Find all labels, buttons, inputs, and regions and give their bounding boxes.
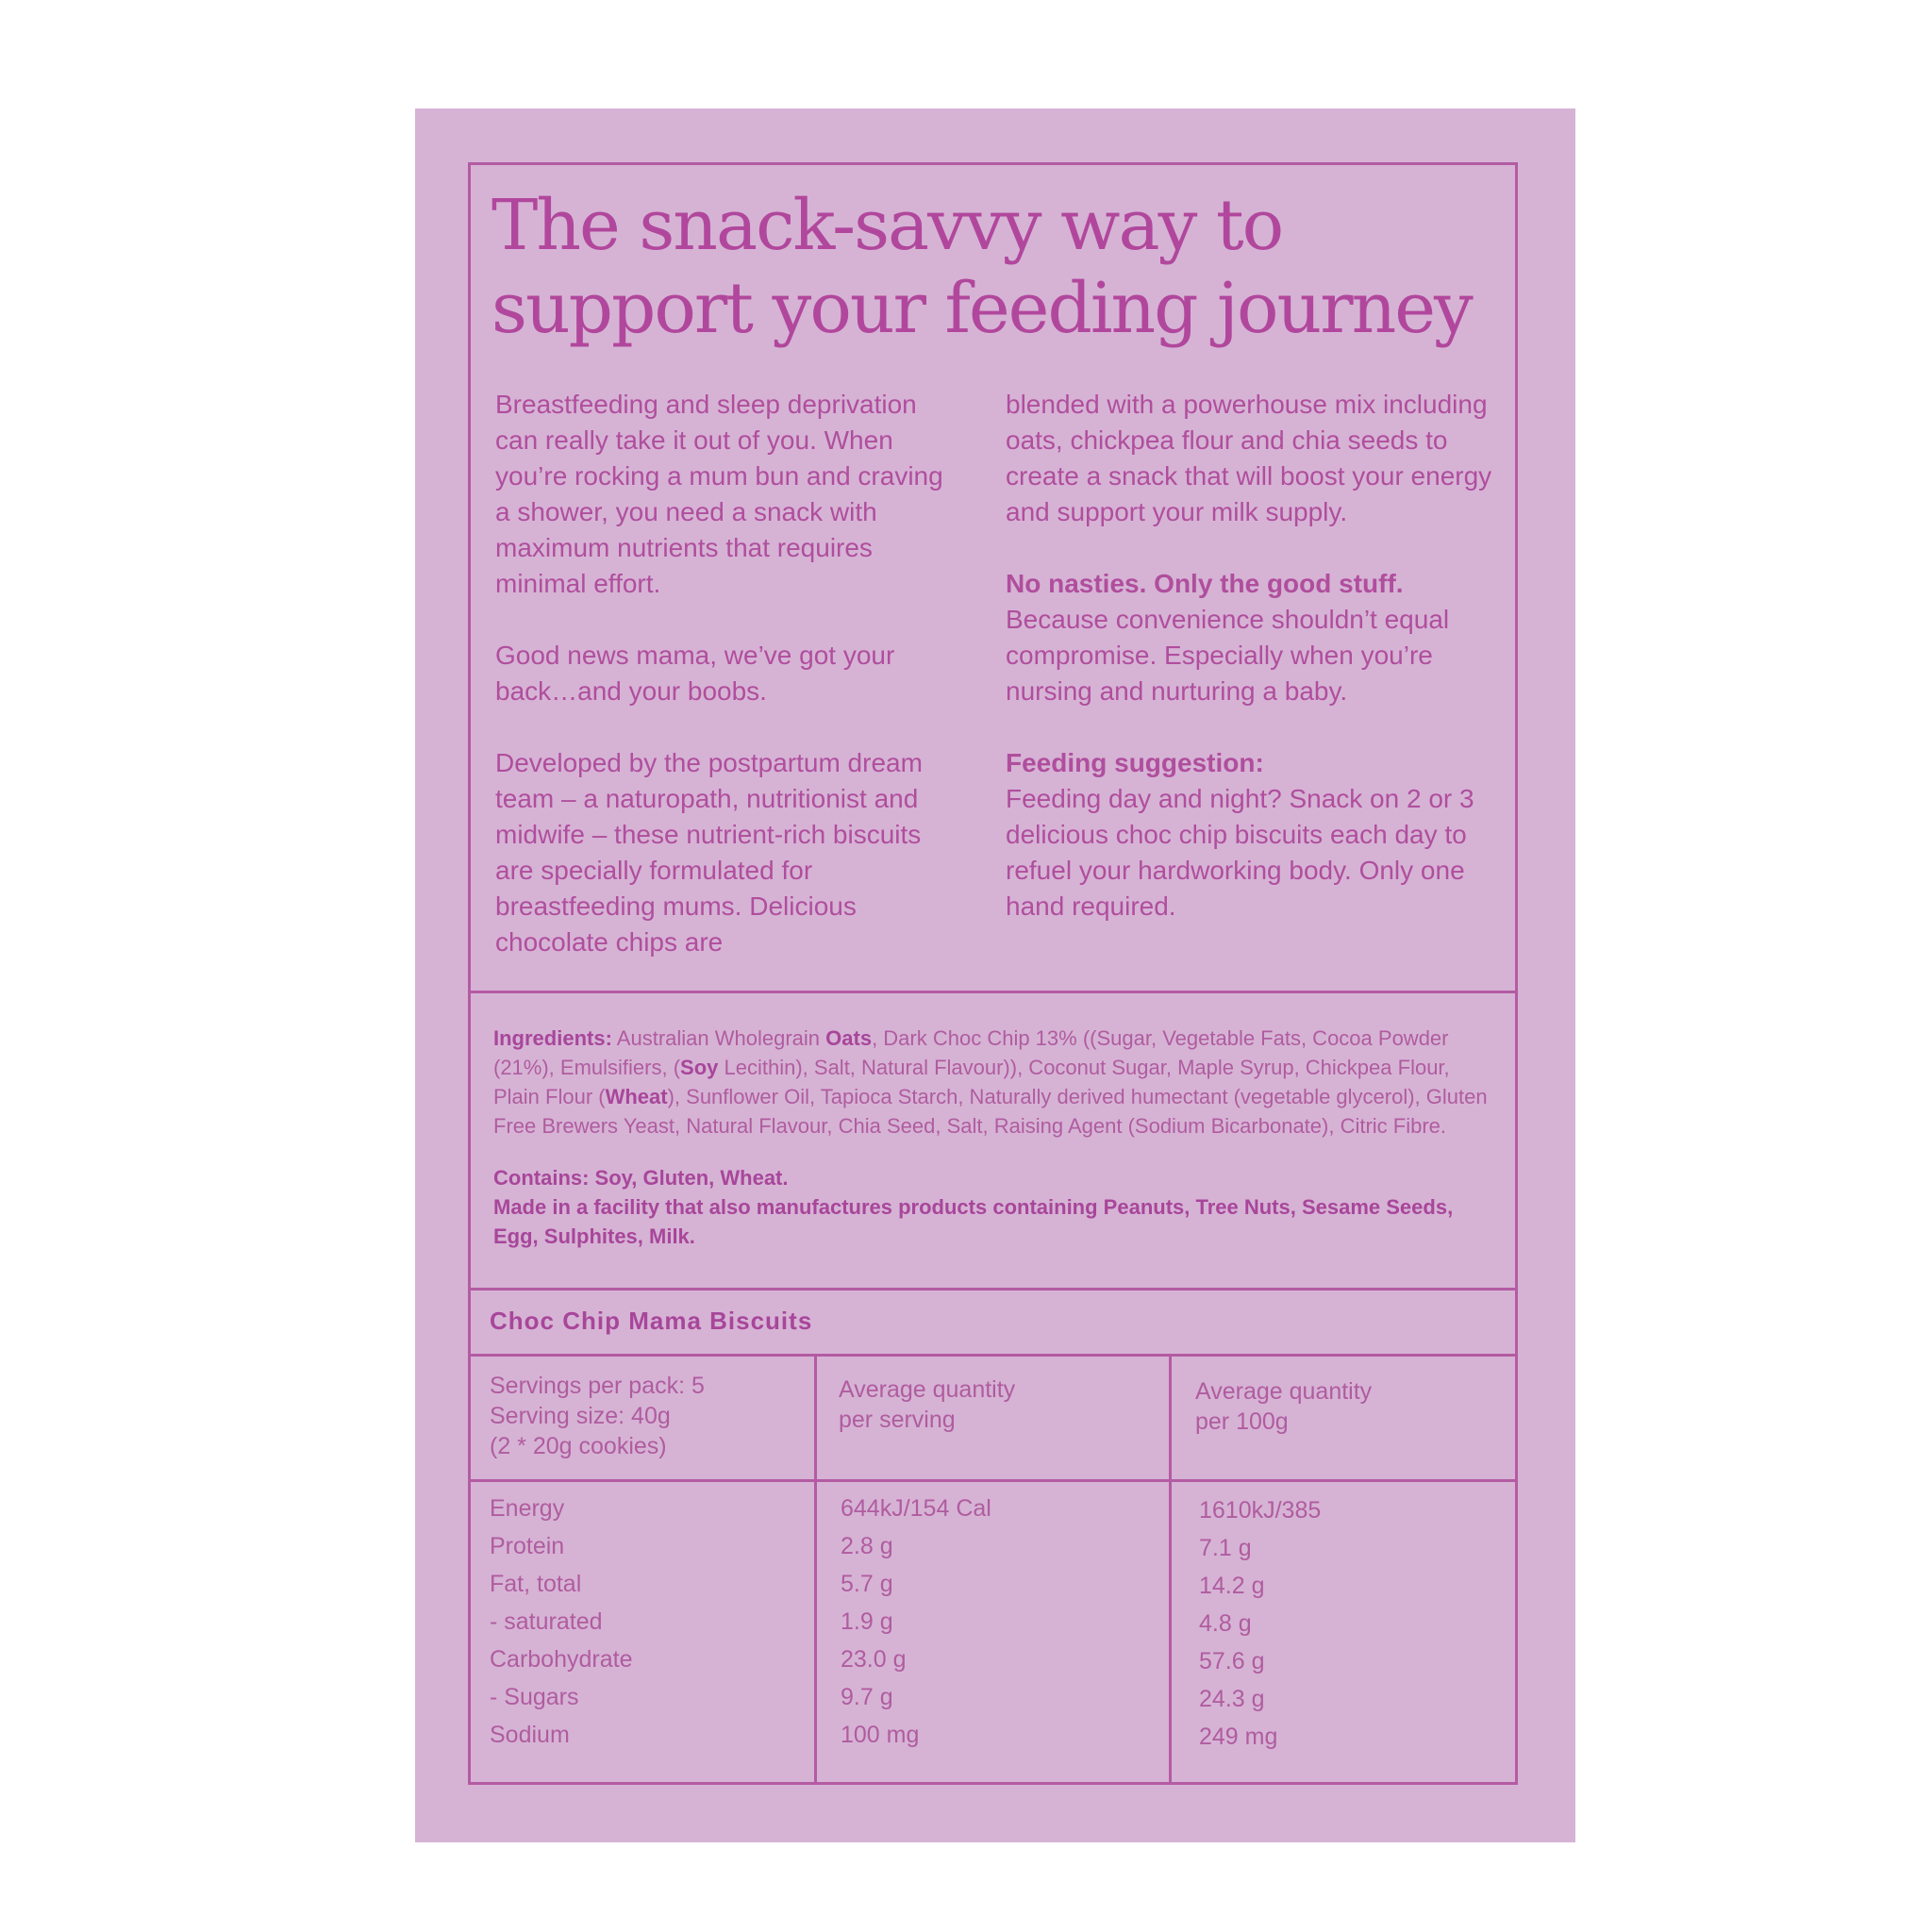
paragraph-good-news: Good news mama, we’ve got your back…and your boobs.	[495, 641, 895, 706]
serving-detail: (2 * 20g cookies)	[490, 1433, 667, 1459]
feeding-suggestion-heading: Feeding suggestion:	[1006, 748, 1264, 777]
column-header-per-serving	[839, 1374, 1015, 1435]
nutrient-name: Sodium	[490, 1722, 570, 1748]
nutrient-per-100g: 249 mg	[1199, 1724, 1278, 1750]
paragraph-blended: blended with a powerhouse mix including oats, chickpea flour and chia seeds to create a snack that will boost your energy and support your milk supply.	[1006, 390, 1492, 526]
nutrient-per-100g: 57.6 g	[1199, 1648, 1265, 1674]
nutrient-per-serving: 644kJ/154 Cal	[841, 1495, 991, 1522]
allergen-ingredient: Oats	[825, 1026, 873, 1050]
column-header-per-100g-line-1: Average quantity	[1195, 1378, 1373, 1405]
nutrient-per-serving: 23.0 g	[841, 1646, 907, 1673]
nutrition-column-divider-2	[1169, 1357, 1172, 1782]
divider-nutrition-header	[471, 1354, 1515, 1357]
nutrient-per-serving: 9.7 g	[841, 1684, 893, 1710]
ingredients-section	[493, 1024, 1493, 1251]
ingredients-list	[493, 1024, 1493, 1141]
description-left-column	[495, 387, 948, 996]
headline-line-1: The snack-savvy way to	[491, 185, 1283, 266]
ingredients-text	[493, 1026, 1488, 1138]
servings-per-pack: Servings per pack: 5	[490, 1373, 705, 1399]
allergen-contains: Contains: Soy, Gluten, Wheat.	[493, 1166, 789, 1190]
ingredient-text: ), Sunflower Oil, Tapioca Starch, Naturally derived humectant (vegetable glycerol), Gluten Free Brewers Yeast, Natural Flavour, Chia Seed, Salt, Raising Agent (Sodium Bicarbonate), Citric Fibre.	[493, 1085, 1488, 1138]
nutrient-per-serving: 5.7 g	[841, 1571, 893, 1597]
headline	[491, 184, 1491, 350]
divider-nutrition-body	[471, 1479, 1515, 1482]
serving-size: Serving size: 40g	[490, 1403, 671, 1429]
nutrition-column-divider-1	[814, 1357, 817, 1782]
nutrient-per-serving: 1.9 g	[841, 1608, 893, 1635]
nutrient-name: Carbohydrate	[490, 1646, 633, 1673]
paragraph-breastfeeding: Breastfeeding and sleep deprivation can really take it out of you. When you’re rocking a mum bun and craving a shower, you need a snack with maximum nutrients that requires minimal effort.	[495, 390, 943, 598]
nutrient-name: Energy	[490, 1495, 565, 1522]
allergen-ingredient: Wheat	[605, 1085, 668, 1108]
nutrient-name: - Sugars	[490, 1684, 579, 1710]
nutrient-per-100g: 1610kJ/385	[1199, 1497, 1322, 1524]
nutrient-name: - saturated	[490, 1608, 603, 1635]
nutrient-per-100g: 4.8 g	[1199, 1610, 1252, 1637]
allergen-facility: Made in a facility that also manufactures products containing Peanuts, Tree Nuts, Sesame Seeds, Egg, Sulphites, Milk.	[493, 1195, 1454, 1248]
label-frame	[468, 162, 1518, 1785]
ingredients-label: Ingredients:	[493, 1026, 612, 1050]
nutrient-per-serving: 100 mg	[841, 1722, 920, 1748]
feeding-suggestion-body: Feeding day and night? Snack on 2 or 3 delicious choc chip biscuits each day to refuel your hardworking body. Only one hand required.	[1006, 784, 1474, 921]
nutrient-name: Protein	[490, 1533, 565, 1559]
column-header-per-serving-line-1: Average quantity	[839, 1376, 1016, 1403]
nutrient-per-100g: 24.3 g	[1199, 1686, 1265, 1712]
product-back-panel	[415, 108, 1575, 1842]
column-header-per-serving-line-2: per serving	[839, 1407, 956, 1433]
nutrition-title: Choc Chip Mama Biscuits	[490, 1307, 813, 1335]
no-nasties-heading: No nasties. Only the good stuff.	[1006, 569, 1404, 598]
feeding-suggestion-block	[1006, 745, 1496, 924]
ingredient-text: Australian Wholegrain	[611, 1026, 826, 1050]
no-nasties-block	[1006, 566, 1496, 709]
ingredient-text: Lecithin), Salt, Natural Flavour)), Coconut Sugar, Maple Syrup, Chickpea Flour, Plain Flour (	[493, 1056, 1450, 1108]
servings-info	[490, 1371, 705, 1461]
headline-line-2: support your feeding journey	[491, 268, 1472, 349]
nutrient-per-serving: 2.8 g	[841, 1533, 893, 1559]
divider-ingredients	[471, 991, 1515, 993]
description-right-column	[1006, 387, 1496, 960]
divider-nutrition	[471, 1288, 1515, 1291]
nutrient-per-100g: 14.2 g	[1199, 1573, 1265, 1599]
paragraph-developed-by: Developed by the postpartum dream team – a naturopath, nutritionist and midwife – these nutrient-rich biscuits are specially formulated for breastfeeding mums. Delicious chocolate chips are	[495, 748, 923, 957]
column-header-per-100g-line-2: per 100g	[1195, 1408, 1289, 1435]
allergen-ingredient: Soy	[680, 1056, 719, 1079]
column-header-per-100g	[1195, 1376, 1372, 1437]
nutrient-name: Fat, total	[490, 1571, 582, 1597]
ingredient-text: , Dark Choc Chip 13% ((Sugar, Vegetable Fats, Cocoa Powder (21%), Emulsifiers, (	[493, 1026, 1449, 1079]
nutrient-per-100g: 7.1 g	[1199, 1535, 1252, 1561]
no-nasties-body: Because convenience shouldn’t equal compromise. Especially when you’re nursing and nurturing a baby.	[1006, 605, 1450, 706]
